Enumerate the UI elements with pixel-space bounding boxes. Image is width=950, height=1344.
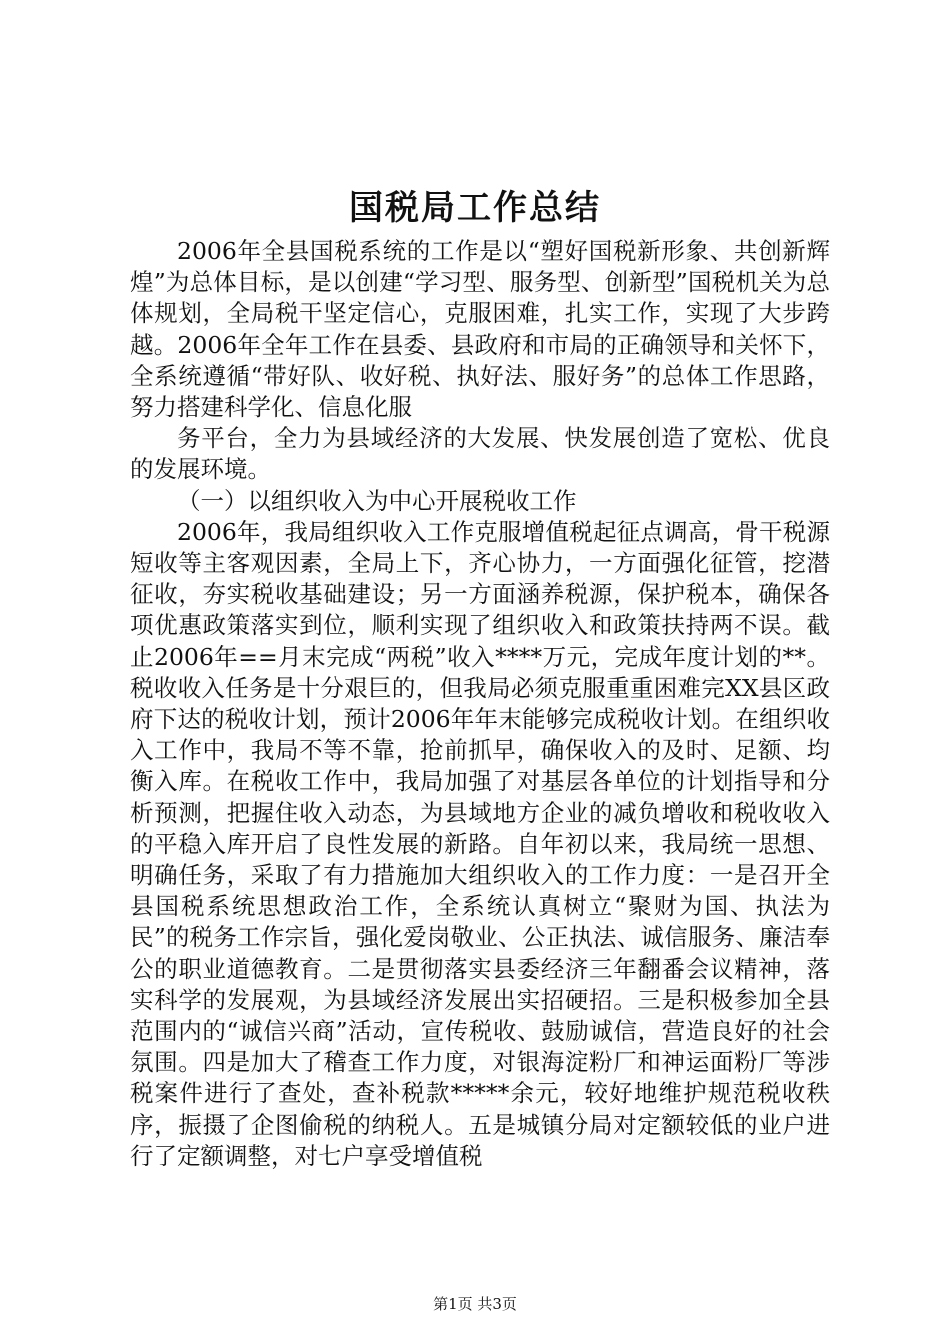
intro-paragraph: 2006年全县国税系统的工作是以“塑好国税新形象、共创新辉煌”为总体目标，是以创建“学习型、服务型、创新型”国税机关为总体规划，全局税干坚定信心，克服困难，扎实工作，实现了大步跨越。2006年全年工作在县委、县政府和市局的正确领导和关怀下，全系统遵循“带好队、收好税、执好法、服好务”的总体工作思路，努力搭建科学化、信息化服	[130, 237, 830, 422]
section-paragraph: 2006年，我局组织收入工作克服增值税起征点调高，骨干税源短收等主客观因素，全局上下，齐心协力，一方面强化征管，挖潜征收，夯实税收基础建设；另一方面涵养税源，保护税本，确保各项优惠政策落实到位，顺利实现了组织收入和政策扶持两不误。截止2006年==月末完成“两税”收入****万元，完成年度计划的**。税收收入任务是十分艰巨的，但我局必须克服重重困难完XX县区政府下达的税收计划，预计2006年年末能够完成税收计划。在组织收入工作中，我局不等不靠，抢前抓早，确保收入的及时、足额、均衡入库。在税收工作中，我局加强了对基层各单位的计划指导和分析预测，把握住收入动态，为县域地方企业的减负增收和税收收入的平稳入库开启了良性发展的新路。自年初以来，我局统一思想、明确任务，采取了有力措施加大组织收入的工作力度：一是召开全县国税系统思想政治工作，全系统认真树立“聚财为国、执法为民”的税务工作宗旨，强化爱岗敬业、公正执法、诚信服务、廉洁奉公的职业道德教育。二是贯彻落实县委经济三年翻番会议精神，落实科学的发展观，为县域经济发展出实招硬招。三是积极参加全县范围内的“诚信兴商”活动，宣传税收、鼓励诚信，营造良好的社会氛围。四是加大了稽查工作力度，对银海淀粉厂和神运面粉厂等涉税案件进行了查处，查补税款*****余元，较好地维护规范税收秩序，振摄了企图偷税的纳税人。五是城镇分局对定额较低的业户进行了定额调整，对七户享受增值税	[130, 517, 830, 1170]
page-footer: 第1页 共3页	[433, 1295, 517, 1313]
document-title: 国税局工作总结	[349, 188, 601, 228]
section-heading: （一）以组织收入为中心开展税收工作	[177, 486, 577, 515]
document-body	[130, 236, 830, 1172]
intro-paragraph-continued: 务平台，全力为县域经济的大发展、快发展创造了宽松、优良的发展环境。	[130, 424, 830, 484]
